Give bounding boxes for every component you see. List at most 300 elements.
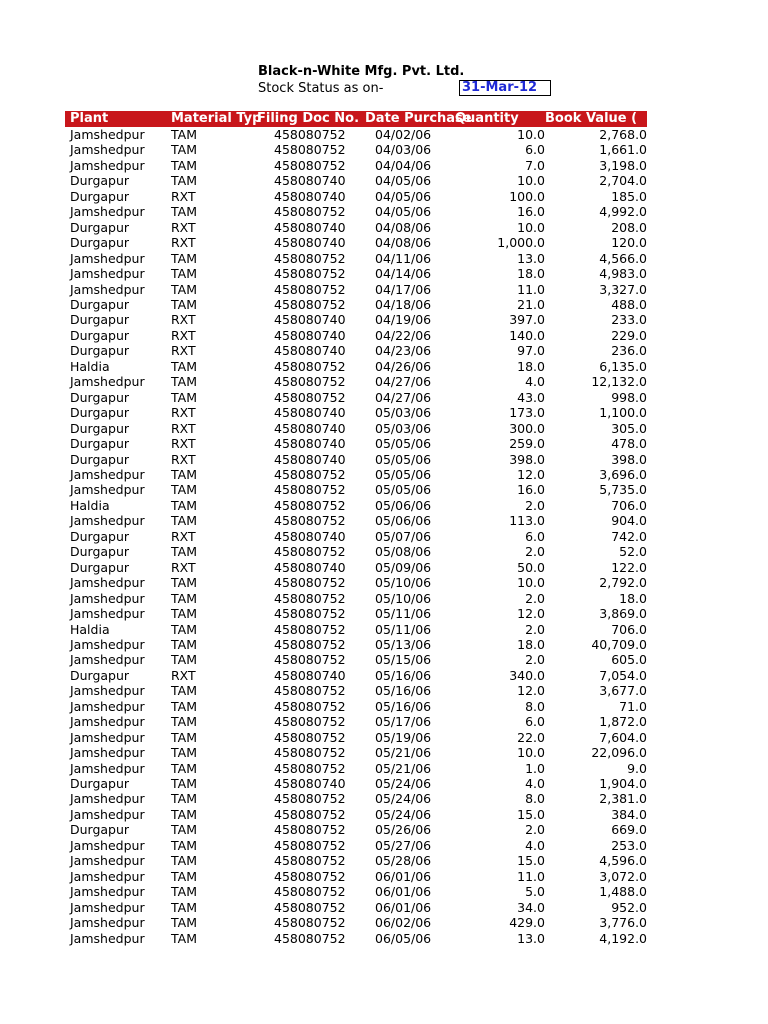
cell-filing-doc-no[interactable]: 458080740 <box>274 327 346 343</box>
cell-book-value[interactable]: 1,872.0 <box>599 714 647 730</box>
cell-material-type[interactable]: TAM <box>171 266 198 282</box>
cell-material-type[interactable]: TAM <box>171 915 198 931</box>
cell-filing-doc-no[interactable]: 458080740 <box>274 188 346 204</box>
cell-material-type[interactable]: RXT <box>171 451 196 467</box>
cell-filing-doc-no[interactable]: 458080740 <box>274 528 346 544</box>
cell-filing-doc-no[interactable]: 458080752 <box>274 142 346 158</box>
cell-date-purchase[interactable]: 05/05/06 <box>375 466 432 482</box>
cell-filing-doc-no[interactable]: 458080752 <box>274 915 346 931</box>
cell-filing-doc-no[interactable]: 458080752 <box>274 698 346 714</box>
cell-date-purchase[interactable]: 04/04/06 <box>375 157 432 173</box>
cell-date-purchase[interactable]: 04/22/06 <box>375 327 432 343</box>
cell-material-type[interactable]: RXT <box>171 436 196 452</box>
cell-material-type[interactable]: TAM <box>171 466 198 482</box>
cell-plant[interactable]: Jamshedpur <box>70 806 145 822</box>
cell-quantity[interactable]: 10.0 <box>517 745 545 761</box>
header-book-value[interactable]: Book Value ( <box>545 111 638 126</box>
cell-date-purchase[interactable]: 04/05/06 <box>375 188 432 204</box>
header-material-type[interactable]: Material Typ <box>171 111 262 126</box>
cell-date-purchase[interactable]: 05/10/06 <box>375 575 432 591</box>
cell-filing-doc-no[interactable]: 458080740 <box>274 667 346 683</box>
cell-date-purchase[interactable]: 05/21/06 <box>375 760 432 776</box>
cell-material-type[interactable]: TAM <box>171 868 198 884</box>
cell-quantity[interactable]: 10.0 <box>517 127 545 142</box>
cell-book-value[interactable]: 3,198.0 <box>599 157 647 173</box>
cell-plant[interactable]: Durgapur <box>70 776 130 792</box>
cell-quantity[interactable]: 16.0 <box>517 204 545 220</box>
cell-date-purchase[interactable]: 05/24/06 <box>375 791 432 807</box>
cell-material-type[interactable]: TAM <box>171 575 198 591</box>
cell-book-value[interactable]: 2,704.0 <box>599 173 647 189</box>
cell-plant[interactable]: Jamshedpur <box>70 281 145 297</box>
cell-quantity[interactable]: 43.0 <box>517 389 545 405</box>
cell-date-purchase[interactable]: 04/02/06 <box>375 127 432 142</box>
cell-book-value[interactable]: 12,132.0 <box>591 374 647 390</box>
cell-filing-doc-no[interactable]: 458080752 <box>274 729 346 745</box>
cell-material-type[interactable]: TAM <box>171 760 198 776</box>
cell-book-value[interactable]: 998.0 <box>611 389 647 405</box>
cell-date-purchase[interactable]: 04/27/06 <box>375 389 432 405</box>
cell-date-purchase[interactable]: 04/27/06 <box>375 374 432 390</box>
cell-quantity[interactable]: 259.0 <box>509 436 545 452</box>
cell-quantity[interactable]: 10.0 <box>517 219 545 235</box>
cell-book-value[interactable]: 122.0 <box>611 559 647 575</box>
cell-plant[interactable]: Jamshedpur <box>70 374 145 390</box>
cell-date-purchase[interactable]: 05/16/06 <box>375 698 432 714</box>
cell-book-value[interactable]: 904.0 <box>611 513 647 529</box>
cell-book-value[interactable]: 2,381.0 <box>599 791 647 807</box>
cell-plant[interactable]: Durgapur <box>70 188 130 204</box>
cell-plant[interactable]: Durgapur <box>70 559 130 575</box>
cell-quantity[interactable]: 10.0 <box>517 575 545 591</box>
cell-plant[interactable]: Jamshedpur <box>70 837 145 853</box>
cell-date-purchase[interactable]: 05/11/06 <box>375 606 432 622</box>
cell-date-purchase[interactable]: 05/06/06 <box>375 497 432 513</box>
cell-plant[interactable]: Durgapur <box>70 343 130 359</box>
cell-book-value[interactable]: 952.0 <box>611 899 647 915</box>
cell-book-value[interactable]: 208.0 <box>611 219 647 235</box>
cell-material-type[interactable]: TAM <box>171 389 198 405</box>
cell-book-value[interactable]: 706.0 <box>611 497 647 513</box>
cell-quantity[interactable]: 10.0 <box>517 173 545 189</box>
cell-date-purchase[interactable]: 05/24/06 <box>375 776 432 792</box>
cell-material-type[interactable]: TAM <box>171 127 198 142</box>
cell-plant[interactable]: Durgapur <box>70 667 130 683</box>
cell-date-purchase[interactable]: 04/18/06 <box>375 296 432 312</box>
cell-filing-doc-no[interactable]: 458080752 <box>274 930 346 946</box>
cell-quantity[interactable]: 397.0 <box>509 312 545 328</box>
cell-material-type[interactable]: RXT <box>171 405 196 421</box>
cell-book-value[interactable]: 3,072.0 <box>599 868 647 884</box>
cell-quantity[interactable]: 11.0 <box>517 868 545 884</box>
cell-material-type[interactable]: TAM <box>171 544 198 560</box>
cell-book-value[interactable]: 706.0 <box>611 621 647 637</box>
cell-book-value[interactable]: 3,677.0 <box>599 683 647 699</box>
cell-quantity[interactable]: 4.0 <box>525 374 545 390</box>
cell-plant[interactable]: Jamshedpur <box>70 729 145 745</box>
cell-book-value[interactable]: 22,096.0 <box>591 745 647 761</box>
cell-quantity[interactable]: 7.0 <box>525 157 545 173</box>
cell-plant[interactable]: Jamshedpur <box>70 884 145 900</box>
cell-quantity[interactable]: 13.0 <box>517 930 545 946</box>
cell-material-type[interactable]: RXT <box>171 327 196 343</box>
cell-material-type[interactable]: RXT <box>171 312 196 328</box>
cell-date-purchase[interactable]: 04/03/06 <box>375 142 432 158</box>
cell-plant[interactable]: Jamshedpur <box>70 204 145 220</box>
cell-plant[interactable]: Jamshedpur <box>70 266 145 282</box>
stock-status-date-cell[interactable]: 31-Mar-12 <box>459 80 551 96</box>
cell-quantity[interactable]: 11.0 <box>517 281 545 297</box>
cell-plant[interactable]: Jamshedpur <box>70 745 145 761</box>
header-date-purchase[interactable]: Date Purchase <box>365 111 472 126</box>
cell-filing-doc-no[interactable]: 458080752 <box>274 575 346 591</box>
cell-book-value[interactable]: 120.0 <box>611 235 647 251</box>
cell-book-value[interactable]: 305.0 <box>611 420 647 436</box>
cell-plant[interactable]: Jamshedpur <box>70 760 145 776</box>
cell-book-value[interactable]: 605.0 <box>611 652 647 668</box>
cell-filing-doc-no[interactable]: 458080752 <box>274 636 346 652</box>
cell-quantity[interactable]: 300.0 <box>509 420 545 436</box>
cell-quantity[interactable]: 398.0 <box>509 451 545 467</box>
cell-book-value[interactable]: 7,054.0 <box>599 667 647 683</box>
cell-material-type[interactable]: TAM <box>171 729 198 745</box>
cell-plant[interactable]: Jamshedpur <box>70 698 145 714</box>
cell-filing-doc-no[interactable]: 458080752 <box>274 837 346 853</box>
cell-quantity[interactable]: 340.0 <box>509 667 545 683</box>
cell-material-type[interactable]: TAM <box>171 281 198 297</box>
cell-material-type[interactable]: TAM <box>171 745 198 761</box>
cell-quantity[interactable]: 18.0 <box>517 266 545 282</box>
cell-material-type[interactable]: TAM <box>171 250 198 266</box>
cell-material-type[interactable]: TAM <box>171 606 198 622</box>
cell-quantity[interactable]: 13.0 <box>517 250 545 266</box>
cell-filing-doc-no[interactable]: 458080740 <box>274 559 346 575</box>
cell-date-purchase[interactable]: 05/17/06 <box>375 714 432 730</box>
cell-date-purchase[interactable]: 05/27/06 <box>375 837 432 853</box>
cell-filing-doc-no[interactable]: 458080752 <box>274 714 346 730</box>
cell-plant[interactable]: Durgapur <box>70 822 130 838</box>
cell-plant[interactable]: Jamshedpur <box>70 899 145 915</box>
cell-material-type[interactable]: TAM <box>171 930 198 946</box>
cell-book-value[interactable]: 185.0 <box>611 188 647 204</box>
cell-filing-doc-no[interactable]: 458080752 <box>274 296 346 312</box>
cell-quantity[interactable]: 12.0 <box>517 466 545 482</box>
cell-quantity[interactable]: 15.0 <box>517 853 545 869</box>
cell-date-purchase[interactable]: 04/05/06 <box>375 173 432 189</box>
cell-date-purchase[interactable]: 04/19/06 <box>375 312 432 328</box>
cell-filing-doc-no[interactable]: 458080752 <box>274 806 346 822</box>
cell-book-value[interactable]: 18.0 <box>619 590 647 606</box>
cell-material-type[interactable]: RXT <box>171 219 196 235</box>
cell-filing-doc-no[interactable]: 458080752 <box>274 266 346 282</box>
header-quantity[interactable]: Quantity <box>455 111 519 126</box>
cell-filing-doc-no[interactable]: 458080752 <box>274 281 346 297</box>
cell-material-type[interactable]: TAM <box>171 853 198 869</box>
cell-plant[interactable]: Jamshedpur <box>70 930 145 946</box>
cell-material-type[interactable]: TAM <box>171 296 198 312</box>
cell-date-purchase[interactable]: 06/01/06 <box>375 899 432 915</box>
cell-plant[interactable]: Jamshedpur <box>70 157 145 173</box>
cell-date-purchase[interactable]: 06/02/06 <box>375 915 432 931</box>
cell-filing-doc-no[interactable]: 458080752 <box>274 497 346 513</box>
cell-date-purchase[interactable]: 05/10/06 <box>375 590 432 606</box>
cell-date-purchase[interactable]: 05/16/06 <box>375 667 432 683</box>
cell-book-value[interactable]: 2,792.0 <box>599 575 647 591</box>
cell-filing-doc-no[interactable]: 458080752 <box>274 250 346 266</box>
cell-book-value[interactable]: 229.0 <box>611 327 647 343</box>
cell-date-purchase[interactable]: 05/05/06 <box>375 451 432 467</box>
cell-plant[interactable]: Durgapur <box>70 544 130 560</box>
cell-date-purchase[interactable]: 05/15/06 <box>375 652 432 668</box>
cell-plant[interactable]: Jamshedpur <box>70 915 145 931</box>
cell-material-type[interactable]: TAM <box>171 899 198 915</box>
cell-plant[interactable]: Jamshedpur <box>70 683 145 699</box>
cell-plant[interactable]: Jamshedpur <box>70 791 145 807</box>
cell-quantity[interactable]: 2.0 <box>525 822 545 838</box>
cell-book-value[interactable]: 2,768.0 <box>599 127 647 142</box>
cell-material-type[interactable]: TAM <box>171 173 198 189</box>
cell-filing-doc-no[interactable]: 458080752 <box>274 791 346 807</box>
cell-material-type[interactable]: TAM <box>171 374 198 390</box>
cell-material-type[interactable]: TAM <box>171 806 198 822</box>
cell-book-value[interactable]: 384.0 <box>611 806 647 822</box>
cell-quantity[interactable]: 4.0 <box>525 776 545 792</box>
cell-material-type[interactable]: TAM <box>171 636 198 652</box>
cell-book-value[interactable]: 5,735.0 <box>599 482 647 498</box>
cell-plant[interactable]: Jamshedpur <box>70 853 145 869</box>
cell-book-value[interactable]: 1,661.0 <box>599 142 647 158</box>
cell-book-value[interactable]: 1,488.0 <box>599 884 647 900</box>
cell-quantity[interactable]: 2.0 <box>525 544 545 560</box>
cell-plant[interactable]: Haldia <box>70 358 110 374</box>
cell-plant[interactable]: Durgapur <box>70 235 130 251</box>
cell-material-type[interactable]: TAM <box>171 497 198 513</box>
cell-material-type[interactable]: TAM <box>171 683 198 699</box>
cell-book-value[interactable]: 4,992.0 <box>599 204 647 220</box>
cell-plant[interactable]: Jamshedpur <box>70 714 145 730</box>
cell-date-purchase[interactable]: 05/05/06 <box>375 436 432 452</box>
cell-plant[interactable]: Jamshedpur <box>70 868 145 884</box>
cell-book-value[interactable]: 478.0 <box>611 436 647 452</box>
cell-quantity[interactable]: 12.0 <box>517 683 545 699</box>
cell-quantity[interactable]: 15.0 <box>517 806 545 822</box>
cell-quantity[interactable]: 22.0 <box>517 729 545 745</box>
cell-date-purchase[interactable]: 05/11/06 <box>375 621 432 637</box>
cell-date-purchase[interactable]: 06/01/06 <box>375 868 432 884</box>
cell-filing-doc-no[interactable]: 458080740 <box>274 405 346 421</box>
cell-book-value[interactable]: 398.0 <box>611 451 647 467</box>
cell-material-type[interactable]: TAM <box>171 837 198 853</box>
cell-filing-doc-no[interactable]: 458080752 <box>274 374 346 390</box>
cell-filing-doc-no[interactable]: 458080752 <box>274 482 346 498</box>
cell-quantity[interactable]: 1,000.0 <box>497 235 545 251</box>
cell-filing-doc-no[interactable]: 458080752 <box>274 621 346 637</box>
cell-date-purchase[interactable]: 05/16/06 <box>375 683 432 699</box>
cell-book-value[interactable]: 52.0 <box>619 544 647 560</box>
cell-quantity[interactable]: 1.0 <box>525 760 545 776</box>
cell-filing-doc-no[interactable]: 458080740 <box>274 312 346 328</box>
cell-material-type[interactable]: TAM <box>171 822 198 838</box>
cell-quantity[interactable]: 100.0 <box>509 188 545 204</box>
cell-filing-doc-no[interactable]: 458080740 <box>274 451 346 467</box>
cell-plant[interactable]: Jamshedpur <box>70 606 145 622</box>
cell-book-value[interactable]: 742.0 <box>611 528 647 544</box>
cell-filing-doc-no[interactable]: 458080752 <box>274 683 346 699</box>
cell-material-type[interactable]: RXT <box>171 559 196 575</box>
cell-date-purchase[interactable]: 05/09/06 <box>375 559 432 575</box>
cell-filing-doc-no[interactable]: 458080740 <box>274 219 346 235</box>
cell-material-type[interactable]: RXT <box>171 343 196 359</box>
cell-quantity[interactable]: 2.0 <box>525 652 545 668</box>
cell-filing-doc-no[interactable]: 458080752 <box>274 853 346 869</box>
cell-quantity[interactable]: 113.0 <box>509 513 545 529</box>
cell-quantity[interactable]: 4.0 <box>525 837 545 853</box>
cell-plant[interactable]: Durgapur <box>70 451 130 467</box>
cell-filing-doc-no[interactable]: 458080752 <box>274 358 346 374</box>
cell-quantity[interactable]: 16.0 <box>517 482 545 498</box>
cell-book-value[interactable]: 3,776.0 <box>599 915 647 931</box>
cell-material-type[interactable]: TAM <box>171 621 198 637</box>
cell-date-purchase[interactable]: 04/23/06 <box>375 343 432 359</box>
cell-quantity[interactable]: 97.0 <box>517 343 545 359</box>
cell-quantity[interactable]: 8.0 <box>525 791 545 807</box>
cell-plant[interactable]: Durgapur <box>70 436 130 452</box>
cell-material-type[interactable]: TAM <box>171 791 198 807</box>
cell-date-purchase[interactable]: 05/21/06 <box>375 745 432 761</box>
cell-filing-doc-no[interactable]: 458080752 <box>274 204 346 220</box>
cell-filing-doc-no[interactable]: 458080752 <box>274 513 346 529</box>
cell-date-purchase[interactable]: 05/19/06 <box>375 729 432 745</box>
cell-date-purchase[interactable]: 04/08/06 <box>375 235 432 251</box>
cell-quantity[interactable]: 6.0 <box>525 528 545 544</box>
cell-filing-doc-no[interactable]: 458080752 <box>274 606 346 622</box>
cell-quantity[interactable]: 21.0 <box>517 296 545 312</box>
cell-book-value[interactable]: 4,192.0 <box>599 930 647 946</box>
cell-material-type[interactable]: RXT <box>171 188 196 204</box>
cell-book-value[interactable]: 3,696.0 <box>599 466 647 482</box>
cell-filing-doc-no[interactable]: 458080752 <box>274 389 346 405</box>
cell-plant[interactable]: Jamshedpur <box>70 590 145 606</box>
cell-book-value[interactable]: 40,709.0 <box>591 636 647 652</box>
cell-plant[interactable]: Jamshedpur <box>70 575 145 591</box>
cell-filing-doc-no[interactable]: 458080752 <box>274 745 346 761</box>
cell-date-purchase[interactable]: 04/05/06 <box>375 204 432 220</box>
cell-book-value[interactable]: 3,869.0 <box>599 606 647 622</box>
cell-material-type[interactable]: TAM <box>171 714 198 730</box>
cell-material-type[interactable]: TAM <box>171 590 198 606</box>
cell-filing-doc-no[interactable]: 458080752 <box>274 868 346 884</box>
cell-material-type[interactable]: TAM <box>171 513 198 529</box>
cell-date-purchase[interactable]: 05/05/06 <box>375 482 432 498</box>
cell-filing-doc-no[interactable]: 458080752 <box>274 652 346 668</box>
cell-plant[interactable]: Jamshedpur <box>70 142 145 158</box>
cell-filing-doc-no[interactable]: 458080752 <box>274 466 346 482</box>
cell-filing-doc-no[interactable]: 458080752 <box>274 590 346 606</box>
cell-plant[interactable]: Haldia <box>70 497 110 513</box>
cell-date-purchase[interactable]: 05/03/06 <box>375 405 432 421</box>
cell-plant[interactable]: Jamshedpur <box>70 466 145 482</box>
cell-plant[interactable]: Durgapur <box>70 327 130 343</box>
cell-book-value[interactable]: 7,604.0 <box>599 729 647 745</box>
header-filing-doc-no[interactable]: Filing Doc No. <box>257 111 360 126</box>
cell-date-purchase[interactable]: 06/01/06 <box>375 884 432 900</box>
cell-quantity[interactable]: 2.0 <box>525 590 545 606</box>
cell-filing-doc-no[interactable]: 458080740 <box>274 235 346 251</box>
cell-quantity[interactable]: 5.0 <box>525 884 545 900</box>
cell-plant[interactable]: Jamshedpur <box>70 250 145 266</box>
cell-filing-doc-no[interactable]: 458080752 <box>274 544 346 560</box>
cell-filing-doc-no[interactable]: 458080740 <box>274 776 346 792</box>
cell-book-value[interactable]: 1,904.0 <box>599 776 647 792</box>
cell-quantity[interactable]: 50.0 <box>517 559 545 575</box>
cell-book-value[interactable]: 4,596.0 <box>599 853 647 869</box>
cell-book-value[interactable]: 3,327.0 <box>599 281 647 297</box>
cell-plant[interactable]: Durgapur <box>70 312 130 328</box>
cell-plant[interactable]: Jamshedpur <box>70 127 145 142</box>
cell-quantity[interactable]: 2.0 <box>525 497 545 513</box>
cell-book-value[interactable]: 233.0 <box>611 312 647 328</box>
cell-material-type[interactable]: TAM <box>171 652 198 668</box>
cell-date-purchase[interactable]: 05/06/06 <box>375 513 432 529</box>
cell-date-purchase[interactable]: 05/08/06 <box>375 544 432 560</box>
cell-date-purchase[interactable]: 04/26/06 <box>375 358 432 374</box>
cell-date-purchase[interactable]: 05/13/06 <box>375 636 432 652</box>
cell-book-value[interactable]: 6,135.0 <box>599 358 647 374</box>
cell-plant[interactable]: Durgapur <box>70 389 130 405</box>
cell-material-type[interactable]: TAM <box>171 142 198 158</box>
cell-filing-doc-no[interactable]: 458080740 <box>274 420 346 436</box>
cell-book-value[interactable]: 669.0 <box>611 822 647 838</box>
cell-filing-doc-no[interactable]: 458080752 <box>274 899 346 915</box>
cell-plant[interactable]: Durgapur <box>70 173 130 189</box>
cell-book-value[interactable]: 71.0 <box>619 698 647 714</box>
cell-quantity[interactable]: 34.0 <box>517 899 545 915</box>
cell-date-purchase[interactable]: 04/17/06 <box>375 281 432 297</box>
cell-plant[interactable]: Haldia <box>70 621 110 637</box>
cell-book-value[interactable]: 488.0 <box>611 296 647 312</box>
cell-book-value[interactable]: 236.0 <box>611 343 647 359</box>
cell-plant[interactable]: Durgapur <box>70 420 130 436</box>
cell-date-purchase[interactable]: 04/11/06 <box>375 250 432 266</box>
cell-filing-doc-no[interactable]: 458080740 <box>274 343 346 359</box>
cell-quantity[interactable]: 6.0 <box>525 714 545 730</box>
cell-quantity[interactable]: 140.0 <box>509 327 545 343</box>
cell-quantity[interactable]: 2.0 <box>525 621 545 637</box>
cell-quantity[interactable]: 6.0 <box>525 142 545 158</box>
cell-material-type[interactable]: TAM <box>171 204 198 220</box>
cell-book-value[interactable]: 253.0 <box>611 837 647 853</box>
cell-quantity[interactable]: 18.0 <box>517 358 545 374</box>
cell-quantity[interactable]: 173.0 <box>509 405 545 421</box>
cell-material-type[interactable]: RXT <box>171 528 196 544</box>
cell-date-purchase[interactable]: 04/08/06 <box>375 219 432 235</box>
cell-material-type[interactable]: TAM <box>171 358 198 374</box>
cell-filing-doc-no[interactable]: 458080752 <box>274 157 346 173</box>
cell-book-value[interactable]: 1,100.0 <box>599 405 647 421</box>
cell-filing-doc-no[interactable]: 458080752 <box>274 127 346 142</box>
cell-material-type[interactable]: RXT <box>171 235 196 251</box>
cell-plant[interactable]: Jamshedpur <box>70 652 145 668</box>
cell-filing-doc-no[interactable]: 458080740 <box>274 436 346 452</box>
cell-plant[interactable]: Durgapur <box>70 219 130 235</box>
cell-material-type[interactable]: TAM <box>171 884 198 900</box>
cell-date-purchase[interactable]: 05/07/06 <box>375 528 432 544</box>
header-plant[interactable]: Plant <box>70 111 109 126</box>
cell-plant[interactable]: Jamshedpur <box>70 513 145 529</box>
cell-plant[interactable]: Jamshedpur <box>70 636 145 652</box>
cell-filing-doc-no[interactable]: 458080752 <box>274 884 346 900</box>
cell-date-purchase[interactable]: 05/24/06 <box>375 806 432 822</box>
